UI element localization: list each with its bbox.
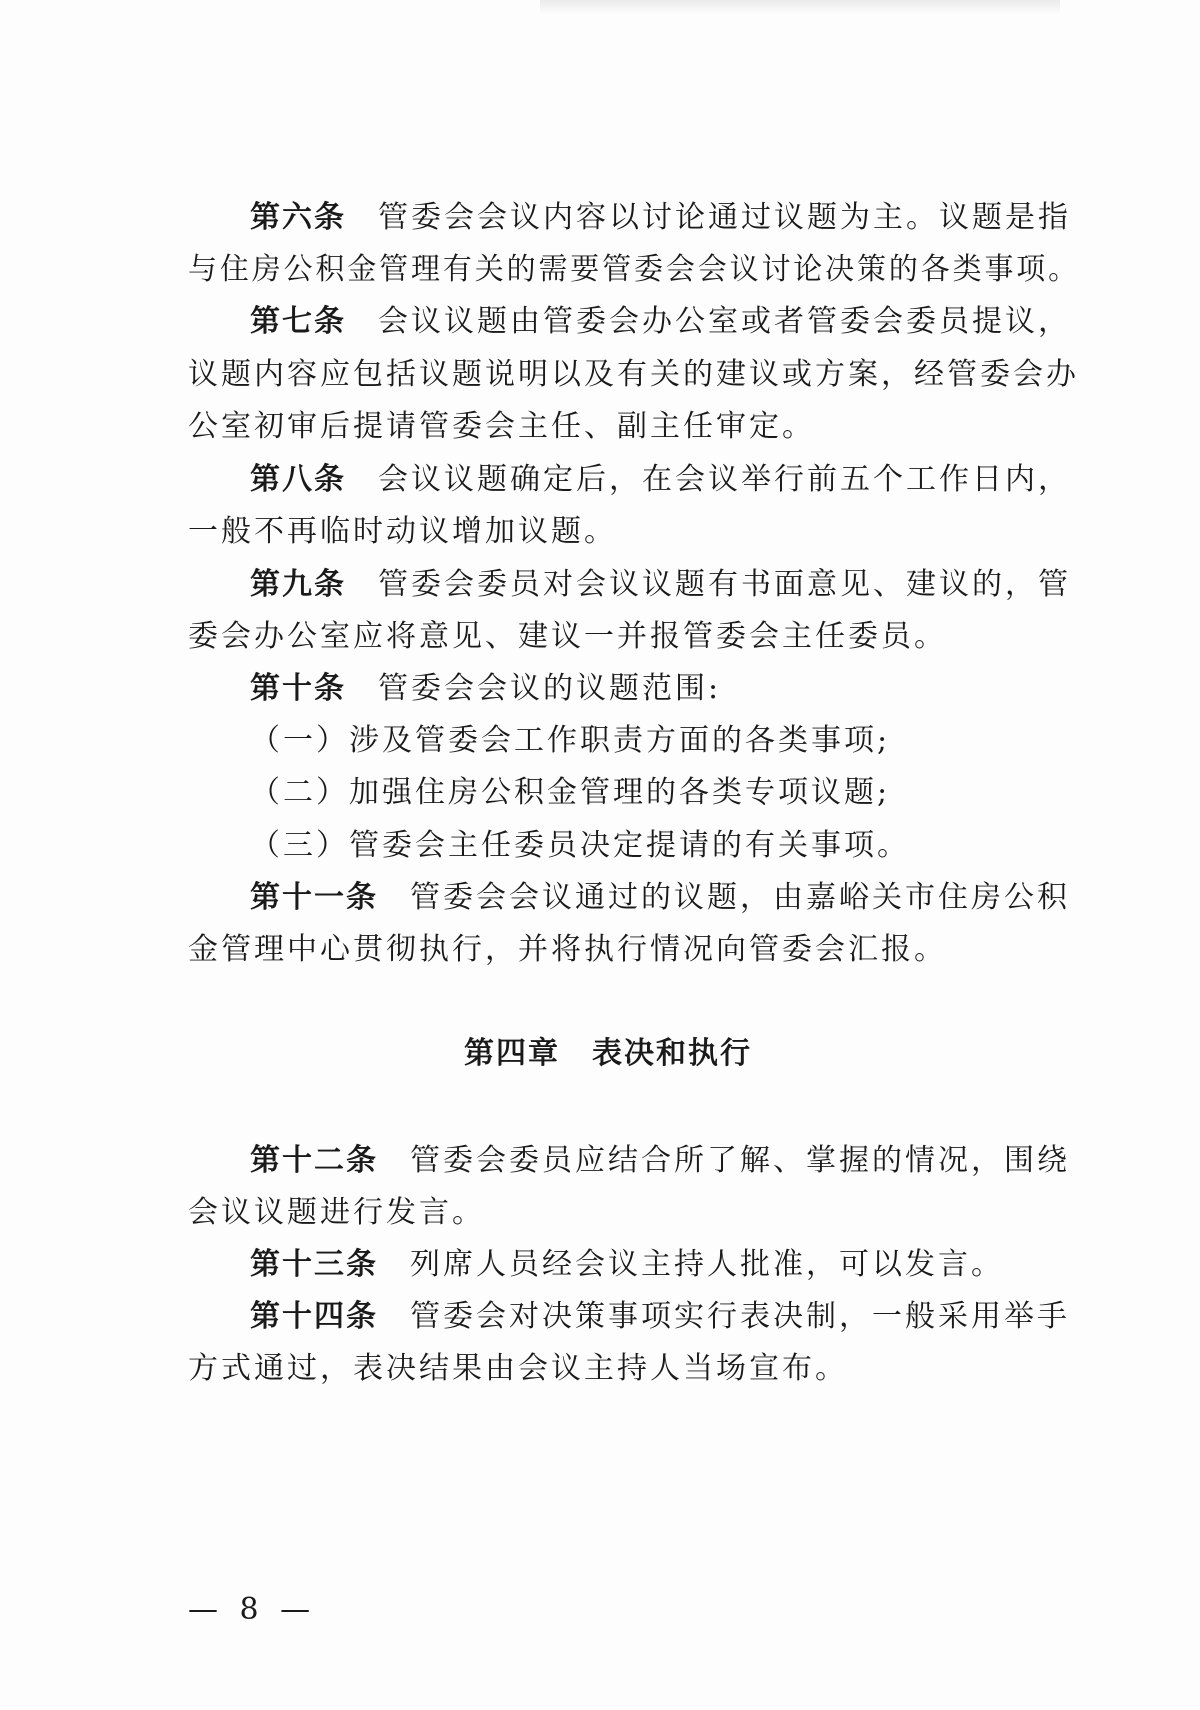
article-7-line-1 — [250, 302, 1071, 342]
article-12-line-1 — [250, 1141, 1070, 1181]
article-8-line-1 — [250, 460, 1071, 500]
article-14-text: 管委会对决策事项实行表决制，一般采用举手 — [410, 1299, 1070, 1334]
article-7-line-2: 议题内容应包括议题说明以及有关的建议或方案，经管委会办 — [188, 357, 1079, 392]
article-14-label: 第十四条 — [250, 1299, 378, 1334]
article-10-label: 第十条 — [250, 671, 346, 706]
article-6-label: 第六条 — [250, 200, 346, 235]
article-13-line-1 — [250, 1245, 1004, 1285]
article-13-label: 第十三条 — [250, 1247, 378, 1282]
article-10-item-1: （一）涉及管委会工作职责方面的各类事项; — [250, 723, 891, 758]
article-6-text: 管委会会议内容以讨论通过议题为主。议题是指 — [378, 200, 1071, 235]
article-9-text: 管委会委员对会议议题有书面意见、建议的，管 — [378, 567, 1071, 602]
article-13-text: 列席人员经会议主持人批准，可以发言。 — [410, 1247, 1004, 1282]
article-6-line-2: 与住房公积金管理有关的需要管委会会议讨论决策的各类事项。 — [188, 252, 1081, 287]
article-14-line-2: 方式通过，表决结果由会议主持人当场宣布。 — [188, 1351, 848, 1386]
chapter-heading — [188, 1034, 1028, 1074]
article-14-line-1 — [250, 1297, 1070, 1337]
article-11-line-1 — [250, 878, 1070, 918]
article-12-line-2: 会议议题进行发言。 — [188, 1195, 485, 1230]
article-7-text: 会议议题由管委会办公室或者管委会委员提议， — [378, 304, 1071, 339]
article-10-item-2: （二）加强住房公积金管理的各类专项议题; — [250, 775, 891, 810]
article-8-text: 会议议题确定后，在会议举行前五个工作日内， — [378, 462, 1071, 497]
article-11-label: 第十一条 — [250, 880, 378, 915]
chapter-number: 第四章 — [464, 1036, 560, 1071]
article-6-line-1 — [250, 198, 1071, 238]
article-9-line-1 — [250, 565, 1071, 605]
article-10-item-3: （三）管委会主任委员决定提请的有关事项。 — [250, 828, 910, 863]
article-9-line-2: 委会办公室应将意见、建议一并报管委会主任委员。 — [188, 619, 947, 654]
article-12-label: 第十二条 — [250, 1143, 378, 1178]
article-8-line-2: 一般不再临时动议增加议题。 — [188, 514, 617, 549]
page-number: — 8 — — [188, 1592, 317, 1627]
article-11-text: 管委会会议通过的议题，由嘉峪关市住房公积 — [410, 880, 1070, 915]
article-10-text: 管委会会议的议题范围: — [378, 671, 722, 706]
article-7-label: 第七条 — [250, 304, 346, 339]
article-7-line-3: 公室初审后提请管委会主任、副主任审定。 — [188, 409, 815, 444]
article-9-label: 第九条 — [250, 567, 346, 602]
article-11-line-2: 金管理中心贯彻执行，并将执行情况向管委会汇报。 — [188, 932, 947, 967]
article-10-line-1 — [250, 669, 721, 709]
article-12-text: 管委会委员应结合所了解、掌握的情况，围绕 — [410, 1143, 1070, 1178]
scan-edge-shade — [540, 0, 1060, 14]
chapter-title: 表决和执行 — [592, 1036, 752, 1071]
article-8-label: 第八条 — [250, 462, 346, 497]
